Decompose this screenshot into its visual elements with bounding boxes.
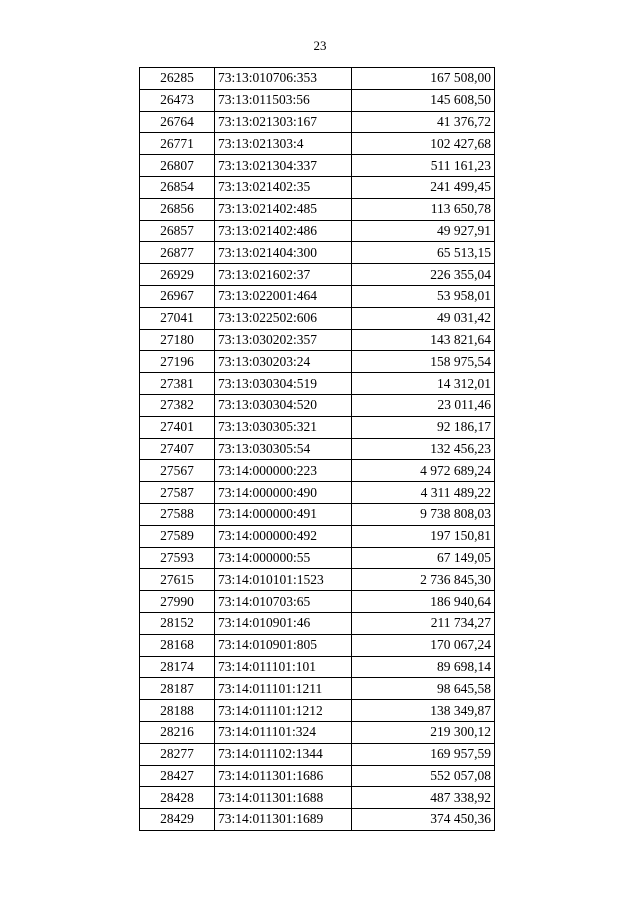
row-number-cell: 26857 xyxy=(140,220,215,242)
cadastral-number-cell: 73:13:021303:4 xyxy=(215,133,352,155)
table-row xyxy=(140,242,495,264)
value-cell: 197 150,81 xyxy=(352,525,495,547)
row-number-cell: 26807 xyxy=(140,155,215,177)
table-row xyxy=(140,329,495,351)
value-cell: 23 011,46 xyxy=(352,394,495,416)
cadastral-number-cell: 73:14:011101:101 xyxy=(215,656,352,678)
row-number-cell: 27593 xyxy=(140,547,215,569)
row-number-cell: 28174 xyxy=(140,656,215,678)
cadastral-number-cell: 73:13:021404:300 xyxy=(215,242,352,264)
row-number-cell: 26967 xyxy=(140,285,215,307)
value-cell: 552 057,08 xyxy=(352,765,495,787)
row-number-cell: 27990 xyxy=(140,591,215,613)
row-number-cell: 26854 xyxy=(140,176,215,198)
registry-table-body xyxy=(140,68,495,831)
cadastral-number-cell: 73:13:011503:56 xyxy=(215,89,352,111)
table-row xyxy=(140,220,495,242)
value-cell: 65 513,15 xyxy=(352,242,495,264)
value-cell: 169 957,59 xyxy=(352,743,495,765)
cadastral-number-cell: 73:13:010706:353 xyxy=(215,68,352,90)
value-cell: 226 355,04 xyxy=(352,264,495,286)
table-row xyxy=(140,547,495,569)
cadastral-number-cell: 73:13:021304:337 xyxy=(215,155,352,177)
table-row xyxy=(140,612,495,634)
table-row xyxy=(140,591,495,613)
value-cell: 41 376,72 xyxy=(352,111,495,133)
table-row xyxy=(140,743,495,765)
cadastral-number-cell: 73:14:010901:805 xyxy=(215,634,352,656)
cadastral-number-cell: 73:13:021402:486 xyxy=(215,220,352,242)
value-cell: 102 427,68 xyxy=(352,133,495,155)
table-row xyxy=(140,307,495,329)
table-row xyxy=(140,351,495,373)
value-cell: 241 499,45 xyxy=(352,176,495,198)
row-number-cell: 26771 xyxy=(140,133,215,155)
value-cell: 4 972 689,24 xyxy=(352,460,495,482)
row-number-cell: 27196 xyxy=(140,351,215,373)
cadastral-number-cell: 73:14:011101:1211 xyxy=(215,678,352,700)
cadastral-number-cell: 73:14:010901:46 xyxy=(215,612,352,634)
row-number-cell: 28277 xyxy=(140,743,215,765)
cadastral-number-cell: 73:14:011102:1344 xyxy=(215,743,352,765)
cadastral-number-cell: 73:13:030304:520 xyxy=(215,394,352,416)
table-row xyxy=(140,460,495,482)
table-row xyxy=(140,482,495,504)
value-cell: 145 608,50 xyxy=(352,89,495,111)
value-cell: 49 031,42 xyxy=(352,307,495,329)
row-number-cell: 28187 xyxy=(140,678,215,700)
table-row xyxy=(140,656,495,678)
cadastral-number-cell: 73:14:011101:1212 xyxy=(215,700,352,722)
table-row xyxy=(140,569,495,591)
cadastral-number-cell: 73:13:022502:606 xyxy=(215,307,352,329)
table-row xyxy=(140,176,495,198)
table-row xyxy=(140,133,495,155)
value-cell: 132 456,23 xyxy=(352,438,495,460)
row-number-cell: 27589 xyxy=(140,525,215,547)
row-number-cell: 27041 xyxy=(140,307,215,329)
cadastral-number-cell: 73:14:000000:223 xyxy=(215,460,352,482)
value-cell: 143 821,64 xyxy=(352,329,495,351)
table-row xyxy=(140,394,495,416)
row-number-cell: 27180 xyxy=(140,329,215,351)
value-cell: 67 149,05 xyxy=(352,547,495,569)
table-row xyxy=(140,155,495,177)
row-number-cell: 26856 xyxy=(140,198,215,220)
value-cell: 211 734,27 xyxy=(352,612,495,634)
cadastral-number-cell: 73:14:000000:55 xyxy=(215,547,352,569)
table-row xyxy=(140,438,495,460)
value-cell: 9 738 808,03 xyxy=(352,503,495,525)
value-cell: 511 161,23 xyxy=(352,155,495,177)
value-cell: 186 940,64 xyxy=(352,591,495,613)
row-number-cell: 27588 xyxy=(140,503,215,525)
cadastral-number-cell: 73:14:000000:490 xyxy=(215,482,352,504)
table-row xyxy=(140,373,495,395)
cadastral-number-cell: 73:13:030203:24 xyxy=(215,351,352,373)
cadastral-number-cell: 73:14:010101:1523 xyxy=(215,569,352,591)
value-cell: 158 975,54 xyxy=(352,351,495,373)
cadastral-number-cell: 73:14:011301:1689 xyxy=(215,809,352,831)
value-cell: 2 736 845,30 xyxy=(352,569,495,591)
value-cell: 113 650,78 xyxy=(352,198,495,220)
row-number-cell: 26473 xyxy=(140,89,215,111)
cadastral-number-cell: 73:13:021303:167 xyxy=(215,111,352,133)
table-row xyxy=(140,787,495,809)
registry-table xyxy=(139,67,495,831)
value-cell: 487 338,92 xyxy=(352,787,495,809)
table-row xyxy=(140,111,495,133)
value-cell: 170 067,24 xyxy=(352,634,495,656)
table-row xyxy=(140,525,495,547)
row-number-cell: 26285 xyxy=(140,68,215,90)
table-row xyxy=(140,264,495,286)
row-number-cell: 28429 xyxy=(140,809,215,831)
page-number: 23 xyxy=(313,38,327,53)
row-number-cell: 26929 xyxy=(140,264,215,286)
cadastral-number-cell: 73:14:010703:65 xyxy=(215,591,352,613)
table-row xyxy=(140,809,495,831)
cadastral-number-cell: 73:14:011301:1688 xyxy=(215,787,352,809)
cadastral-number-cell: 73:14:011301:1686 xyxy=(215,765,352,787)
table-row xyxy=(140,68,495,90)
value-cell: 374 450,36 xyxy=(352,809,495,831)
value-cell: 89 698,14 xyxy=(352,656,495,678)
row-number-cell: 27401 xyxy=(140,416,215,438)
row-number-cell: 26877 xyxy=(140,242,215,264)
value-cell: 138 349,87 xyxy=(352,700,495,722)
cadastral-number-cell: 73:14:000000:492 xyxy=(215,525,352,547)
value-cell: 4 311 489,22 xyxy=(352,482,495,504)
row-number-cell: 27615 xyxy=(140,569,215,591)
row-number-cell: 28188 xyxy=(140,700,215,722)
cadastral-number-cell: 73:13:021402:35 xyxy=(215,176,352,198)
row-number-cell: 28428 xyxy=(140,787,215,809)
value-cell: 53 958,01 xyxy=(352,285,495,307)
table-row xyxy=(140,89,495,111)
table-row xyxy=(140,700,495,722)
value-cell: 14 312,01 xyxy=(352,373,495,395)
table-row xyxy=(140,198,495,220)
cadastral-number-cell: 73:13:030305:54 xyxy=(215,438,352,460)
table-row xyxy=(140,285,495,307)
value-cell: 98 645,58 xyxy=(352,678,495,700)
table-row xyxy=(140,416,495,438)
table-row xyxy=(140,765,495,787)
row-number-cell: 28216 xyxy=(140,721,215,743)
value-cell: 92 186,17 xyxy=(352,416,495,438)
row-number-cell: 28168 xyxy=(140,634,215,656)
row-number-cell: 27382 xyxy=(140,394,215,416)
row-number-cell: 27381 xyxy=(140,373,215,395)
row-number-cell: 28427 xyxy=(140,765,215,787)
row-number-cell: 26764 xyxy=(140,111,215,133)
row-number-cell: 27567 xyxy=(140,460,215,482)
cadastral-number-cell: 73:13:022001:464 xyxy=(215,285,352,307)
table-row xyxy=(140,721,495,743)
table-row xyxy=(140,634,495,656)
value-cell: 49 927,91 xyxy=(352,220,495,242)
cadastral-number-cell: 73:13:021402:485 xyxy=(215,198,352,220)
cadastral-number-cell: 73:13:030305:321 xyxy=(215,416,352,438)
value-cell: 167 508,00 xyxy=(352,68,495,90)
row-number-cell: 28152 xyxy=(140,612,215,634)
cadastral-number-cell: 73:13:030202:357 xyxy=(215,329,352,351)
table-row xyxy=(140,678,495,700)
row-number-cell: 27587 xyxy=(140,482,215,504)
cadastral-number-cell: 73:13:030304:519 xyxy=(215,373,352,395)
table-row xyxy=(140,503,495,525)
cadastral-number-cell: 73:14:011101:324 xyxy=(215,721,352,743)
value-cell: 219 300,12 xyxy=(352,721,495,743)
cadastral-number-cell: 73:14:000000:491 xyxy=(215,503,352,525)
row-number-cell: 27407 xyxy=(140,438,215,460)
cadastral-number-cell: 73:13:021602:37 xyxy=(215,264,352,286)
